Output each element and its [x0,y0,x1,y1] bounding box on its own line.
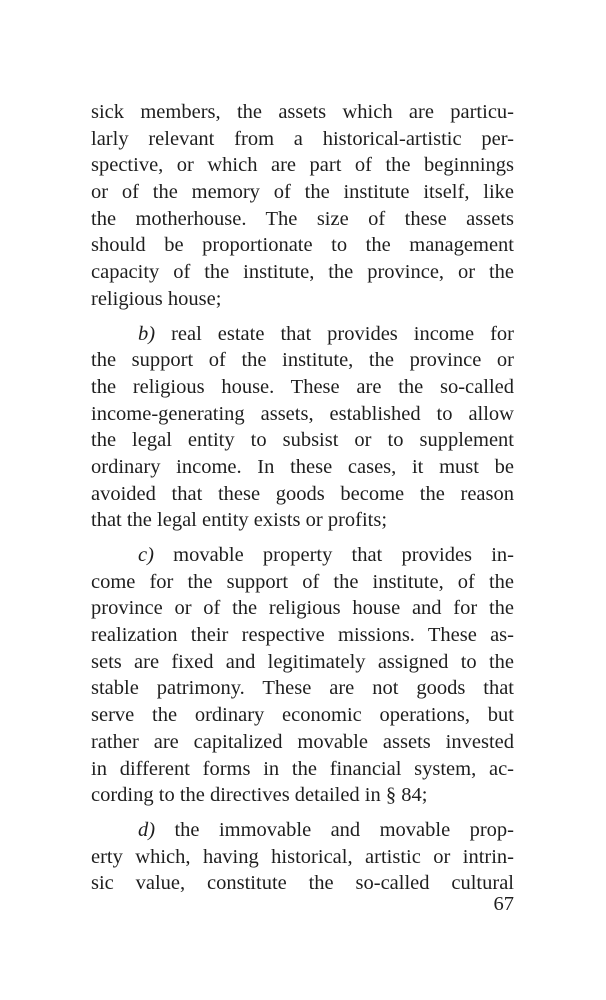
text-line: cording to the directives detailed in § 84; [91,784,428,807]
text-line: in different forms in the financial system, ac- [91,757,514,780]
text-line: sic value, constitute the so-called cultural [91,872,514,895]
paragraph-c [91,542,514,809]
text-span: the immovable and movable prop- [155,818,514,841]
paragraph-d [91,817,514,897]
text-line: the motherhouse. The size of these assets [91,207,514,230]
text-line: or of the memory of the institute itself, like [91,181,514,204]
paragraph-continued [91,99,514,313]
text-line [91,542,514,569]
text-line: rather are capitalized movable assets invested [91,730,514,753]
text-line: ordinary income. In these cases, it must be [91,455,514,478]
text-span: real estate that provides income for [155,322,514,345]
item-label: c) [138,544,154,566]
text-line: should be proportionate to the management [91,234,514,257]
page-body [91,99,514,905]
text-line [91,817,514,844]
page-number: 67 [493,893,514,915]
text-line: the support of the institute, the province or [91,349,514,372]
text-line: realization their respective missions. These as- [91,624,514,647]
text-line: the religious house. These are the so-called [91,375,514,398]
text-line: spective, or which are part of the beginnings [91,154,514,177]
text-line: income-generating assets, established to allow [91,402,514,425]
text-line: erty which, having historical, artistic or intrin- [91,845,514,868]
text-span: movable property that provides in- [153,544,514,566]
text-line: that the legal entity exists or profits; [91,509,388,532]
text-line: serve the ordinary economic operations, but [91,704,514,727]
text-line: larly relevant from a historical-artistic per- [91,127,514,150]
text-line: sets are fixed and legitimately assigned to the [91,650,514,673]
text-line [91,321,514,348]
text-line: province or of the religious house and for the [91,597,514,620]
text-line: the legal entity to subsist or to supplement [91,429,514,452]
text-line: sick members, the assets which are particu- [91,101,514,123]
paragraph-b [91,321,514,535]
item-label: b) [138,322,156,345]
text-line: capacity of the institute, the province, or the [91,261,514,284]
text-line: religious house; [91,287,222,310]
text-line: avoided that these goods become the reason [91,482,514,505]
item-label: d) [138,818,156,841]
text-line: come for the support of the institute, of the [91,570,514,593]
text-line: stable patrimony. These are not goods that [91,677,514,700]
